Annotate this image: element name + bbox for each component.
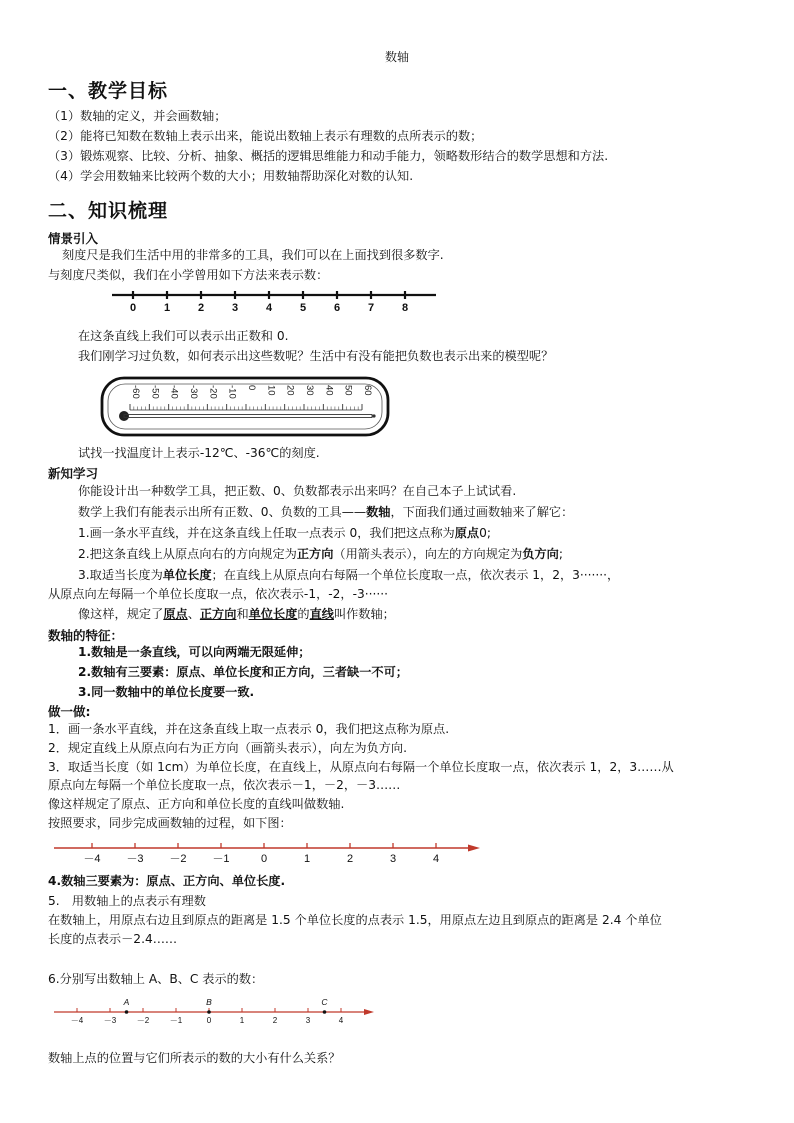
thermometer-tick-label: 60 xyxy=(362,385,373,396)
thermometer-tick-label: 40 xyxy=(323,385,335,396)
thermometer-tick-label: 20 xyxy=(284,385,296,396)
ruler-tick-label: 2 xyxy=(197,302,205,314)
after-ruler-1: 在这条直线上我们可以表示出正数和 0. xyxy=(78,329,289,343)
thermometer-tick-label: 10 xyxy=(265,385,277,396)
objective-3: （3）锻炼观察、比较、分析、抽象、概括的逻辑思维能力和动手能力，领略数形结合的数学思想和方法. xyxy=(48,149,609,163)
point6-title: 6.分别写出数轴上 A、B、C 表示的数： xyxy=(48,972,264,986)
new-title: 新知学习 xyxy=(48,466,99,481)
do-line-3: 3．取适当长度（如 1cm）为单位长度，在直线上，从原点向右每隔一个单位长度取一点，依次表示 1，2，3……从 xyxy=(48,760,674,774)
axis2-tick-label: －2 xyxy=(136,1016,150,1025)
thermometer-tick-label: 50 xyxy=(342,385,354,396)
number-axis-1 xyxy=(52,842,484,868)
thermometer-tick-label: -50 xyxy=(149,385,161,399)
ruler-number-line xyxy=(110,290,440,314)
feature-2: 2.数轴有三要素：原点、单位长度和正方向，三者缺一不可； xyxy=(78,665,408,679)
objective-4: （4）学会用数轴来比较两个数的大小；用数轴帮助深化对数的认知. xyxy=(48,169,414,183)
axis1-tick-label: －1 xyxy=(212,853,230,865)
axis2-tick-label: －3 xyxy=(103,1016,117,1025)
after-ruler-2: 我们刚学习过负数，如何表示出这些数呢？生活中有没有能把负数也表示出来的模型呢？ xyxy=(78,349,554,363)
axis2-point-label-b: B xyxy=(206,997,212,1007)
axis1-tick-label: 1 xyxy=(303,853,311,865)
axis1-arrow xyxy=(468,845,480,852)
feature-3: 3.同一数轴中的单位长度要一致. xyxy=(78,685,255,699)
axis2-tick-label: －1 xyxy=(169,1016,183,1025)
ruler-tick-label: 4 xyxy=(265,302,273,314)
point5-line-2: 长度的点表示－2.4…… xyxy=(48,932,178,946)
final-question: 数轴上点的位置与它们所表示的数的大小有什么关系？ xyxy=(48,1051,341,1065)
axis1-tick-label: 2 xyxy=(346,853,354,865)
axis2-tick-label: 1 xyxy=(239,1016,245,1025)
objective-1: （1）数轴的定义，并会画数轴； xyxy=(48,109,227,123)
axis2-tick-label: 3 xyxy=(305,1016,311,1025)
do-title: 做一做: xyxy=(48,704,91,719)
thermometer-tube-end xyxy=(372,414,375,417)
axis2-point-c xyxy=(323,1010,327,1014)
do-line-4: 原点向左每隔一个单位长度取一点，依次表示－1，－2，－3…… xyxy=(48,778,401,792)
elements-line: 4.数轴三要素为：原点、正方向、单位长度. xyxy=(48,874,286,888)
intro-title: 情景引入 xyxy=(48,231,99,246)
ruler-tick-label: 5 xyxy=(299,302,307,314)
axis1-tick-label: －4 xyxy=(83,853,101,865)
thermometer-tick-label: 30 xyxy=(304,385,315,396)
axis1-tick-label: 4 xyxy=(432,853,440,865)
number-axis-2 xyxy=(52,995,378,1027)
axis1-tick-label: 0 xyxy=(260,853,268,865)
thermometer-tick-label: -30 xyxy=(188,385,199,399)
thermo-question: 试找一找温度计上表示-12℃、-36℃的刻度. xyxy=(78,446,320,460)
step-2: 2.把这条直线上从原点向右的方向规定为正方向（用箭头表示），向左的方向规定为负方向; xyxy=(78,547,563,561)
intro-line-1: 刻度尺是我们生活中用的非常多的工具，我们可以在上面找到很多数字. xyxy=(62,248,444,262)
objective-2: （2）能将已知数在数轴上表示出来，能说出数轴上表示有理数的点所表示的数； xyxy=(48,129,483,143)
axis2-tick-label: 2 xyxy=(272,1016,278,1025)
axis2-tick-label: 4 xyxy=(338,1016,344,1025)
thermometer-tick-label: -20 xyxy=(207,385,219,399)
axis2-arrow xyxy=(364,1009,374,1015)
axis1-tick-label: －2 xyxy=(169,853,187,865)
axis1-tick-label: －3 xyxy=(126,853,144,865)
feature-1: 1.数轴是一条直线，可以向两端无限延伸； xyxy=(78,645,311,659)
axis2-tick-label: －4 xyxy=(70,1016,84,1025)
do-line-5: 像这样规定了原点、正方向和单位长度的直线叫做数轴. xyxy=(48,797,345,811)
thermometer-tick-label: -40 xyxy=(168,385,180,399)
thermometer-tick-label: -10 xyxy=(226,385,238,399)
ruler-tick-label: 1 xyxy=(163,302,171,314)
intro-line-2: 与刻度尺类似，我们在小学曾用如下方法来表示数： xyxy=(48,268,329,282)
ruler-tick-label: 6 xyxy=(333,302,341,314)
step-3: 3.取适当长度为单位长度；在直线上从原点向右每隔一个单位长度取一点，依次表示 1，2，3·······， xyxy=(78,568,620,582)
ruler-tick-label: 3 xyxy=(231,302,239,314)
ruler-tick-label: 0 xyxy=(129,302,137,314)
do-line-2: 2．规定直线上从原点向右为正方向（画箭头表示），向左为负方向. xyxy=(48,741,407,755)
page-title: 数轴 xyxy=(384,50,409,64)
do-line-1: 1．画一条水平直线，并在这条直线上取一点表示 0，我们把这点称为原点. xyxy=(48,722,450,736)
axis2-point-label-a: A xyxy=(123,997,130,1007)
axis2-point-label-c: C xyxy=(321,997,328,1007)
axis2-point-a xyxy=(125,1010,129,1014)
new-line-1: 你能设计出一种数学工具，把正数、0、负数都表示出来吗？在自己本子上试试看. xyxy=(78,484,517,498)
thermometer-tick-label: 0 xyxy=(246,385,257,391)
step-1: 1.画一条水平直线，并在这条直线上任取一点表示 0，我们把这点称为原点0; xyxy=(78,526,491,540)
point5-line-1: 在数轴上，用原点右边且到原点的距离是 1.5 个单位长度的点表示 1.5，用原点左边且到原点的距离是 2.4 个单位 xyxy=(48,913,662,927)
axis2-tick-label: 0 xyxy=(206,1016,212,1025)
ruler-tick-label: 8 xyxy=(401,302,409,314)
definition-line: 像这样，规定了原点、正方向和单位长度的直线叫作数轴； xyxy=(78,607,395,621)
axis1-tick-label: 3 xyxy=(389,853,397,865)
do-line-6: 按照要求，同步完成画数轴的过程，如下图： xyxy=(48,816,292,830)
new-line-2: 数学上我们有能表示出所有正数、0、负数的工具——数轴，下面我们通过画数轴来了解它： xyxy=(78,505,574,519)
axis2-point-b xyxy=(207,1010,211,1014)
section2-heading: 二、知识梳理 xyxy=(48,200,169,222)
thermometer-tick-label: -60 xyxy=(130,385,141,399)
thermometer xyxy=(100,376,390,438)
point5-title: 5. 用数轴上的点表示有理数 xyxy=(48,894,206,908)
step-3b: 从原点向左每隔一个单位长度取一点，依次表示-1，-2，-3······ xyxy=(48,587,389,601)
feature-title: 数轴的特征： xyxy=(48,628,124,643)
ruler-tick-label: 7 xyxy=(367,302,375,314)
section1-heading: 一、教学目标 xyxy=(48,80,169,102)
